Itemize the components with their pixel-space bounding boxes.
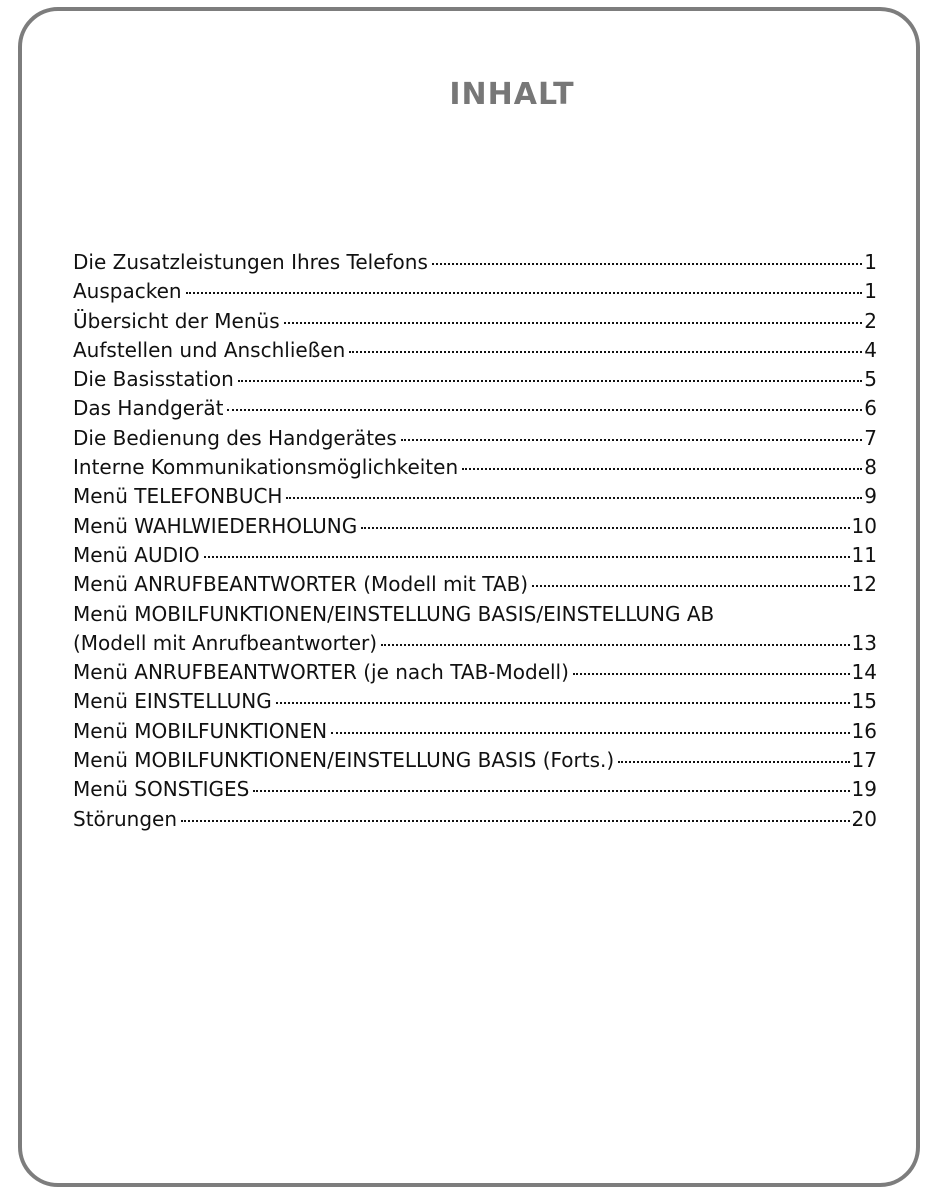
toc-entry-label: Menü EINSTELLUNG <box>73 689 272 714</box>
toc-entry-label: Menü ANRUFBEANTWORTER (je nach TAB-Modell) <box>73 660 569 685</box>
toc-entry-label: Menü WAHLWIEDERHOLUNG <box>73 513 358 538</box>
toc-entry[interactable] <box>73 746 877 775</box>
toc-leader-dots <box>532 585 849 587</box>
toc-entry-label: Die Bedienung des Handgerätes <box>73 425 397 450</box>
toc-entry[interactable] <box>73 775 877 804</box>
toc-entry-page: 6 <box>864 396 877 421</box>
toc-entry-page: 8 <box>864 455 877 480</box>
toc-leader-dots <box>238 380 862 382</box>
toc-entry[interactable] <box>73 541 877 570</box>
toc-entry-label: Menü MOBILFUNKTIONEN/EINSTELLUNG BASIS (Forts.) <box>73 748 615 773</box>
toc-leader-dots <box>401 439 862 441</box>
toc-entry[interactable] <box>73 424 877 453</box>
toc-entry-label: Auspacken <box>73 279 182 304</box>
toc-entry-page: 11 <box>851 542 877 567</box>
toc-leader-dots <box>286 497 862 499</box>
toc-entry-page: 16 <box>851 718 877 743</box>
toc-leader-dots <box>276 702 850 704</box>
toc-entry-page: 13 <box>851 630 877 655</box>
table-of-contents <box>73 248 877 834</box>
toc-leader-dots <box>462 468 862 470</box>
toc-leader-dots <box>186 292 863 294</box>
toc-entry-label: (Modell mit Anrufbeantworter) <box>73 630 378 655</box>
toc-entry-page: 1 <box>864 250 877 274</box>
toc-entry-label-first-line: Menü MOBILFUNKTIONEN/EINSTELLUNG BASIS/EINSTELLUNG AB <box>73 601 715 626</box>
toc-entry[interactable] <box>73 336 877 365</box>
toc-leader-dots <box>331 732 849 734</box>
toc-entry-page: 15 <box>851 689 877 714</box>
toc-entry-page: 1 <box>864 279 877 304</box>
toc-entry-label: Die Basisstation <box>73 367 234 392</box>
toc-entry-label: Menü AUDIO <box>73 542 200 567</box>
toc-entry-page: 12 <box>851 572 877 597</box>
toc-entry[interactable] <box>73 453 877 482</box>
toc-entry-page: 4 <box>864 337 877 362</box>
toc-leader-dots <box>227 409 862 411</box>
toc-entry-page: 10 <box>851 513 877 538</box>
toc-entry-label: Menü TELEFONBUCH <box>73 484 283 509</box>
toc-entry-label: Menü MOBILFUNKTIONEN <box>73 718 328 743</box>
toc-entry-label: Aufstellen und Anschließen <box>73 337 346 362</box>
toc-leader-dots <box>381 644 849 646</box>
toc-entry[interactable] <box>73 717 877 746</box>
toc-entry[interactable] <box>73 482 877 511</box>
page-title: INHALT <box>449 77 575 112</box>
toc-entry[interactable] <box>73 394 877 423</box>
toc-entry[interactable] <box>73 687 877 716</box>
toc-entry[interactable] <box>73 570 877 599</box>
toc-entry[interactable] <box>73 600 877 659</box>
toc-entry-page: 19 <box>851 777 877 802</box>
toc-entry[interactable] <box>73 307 877 336</box>
toc-entry-label: Das Handgerät <box>73 396 224 421</box>
toc-leader-dots <box>253 790 849 792</box>
toc-entry-page: 9 <box>864 484 877 509</box>
toc-entry[interactable] <box>73 805 877 834</box>
toc-entry-label: Übersicht der Menüs <box>73 308 280 333</box>
toc-entry-page: 7 <box>864 425 877 450</box>
toc-entry[interactable] <box>73 277 877 306</box>
toc-entry-page: 2 <box>864 308 877 333</box>
toc-leader-dots <box>181 820 850 822</box>
toc-entry-page: 20 <box>851 806 877 831</box>
toc-leader-dots <box>349 351 862 353</box>
toc-entry-page: 5 <box>864 367 877 392</box>
toc-entry-page: 17 <box>851 748 877 773</box>
toc-entry-label: Die Zusatzleistungen Ihres Telefons <box>73 250 428 274</box>
toc-leader-dots <box>618 761 849 763</box>
toc-entry-label: Interne Kommunikationsmöglichkeiten <box>73 455 459 480</box>
toc-leader-dots <box>204 556 850 558</box>
toc-leader-dots <box>361 527 849 529</box>
toc-leader-dots <box>573 673 850 675</box>
toc-entry[interactable] <box>73 248 877 277</box>
toc-leader-dots <box>284 322 863 324</box>
toc-entry[interactable] <box>73 658 877 687</box>
toc-entry-label: Störungen <box>73 806 178 831</box>
toc-entry[interactable] <box>73 512 877 541</box>
toc-entry-label: Menü SONSTIGES <box>73 777 250 802</box>
toc-entry-page: 14 <box>851 660 877 685</box>
toc-entry[interactable] <box>73 365 877 394</box>
toc-leader-dots <box>432 263 862 265</box>
toc-entry-label: Menü ANRUFBEANTWORTER (Modell mit TAB) <box>73 572 529 597</box>
